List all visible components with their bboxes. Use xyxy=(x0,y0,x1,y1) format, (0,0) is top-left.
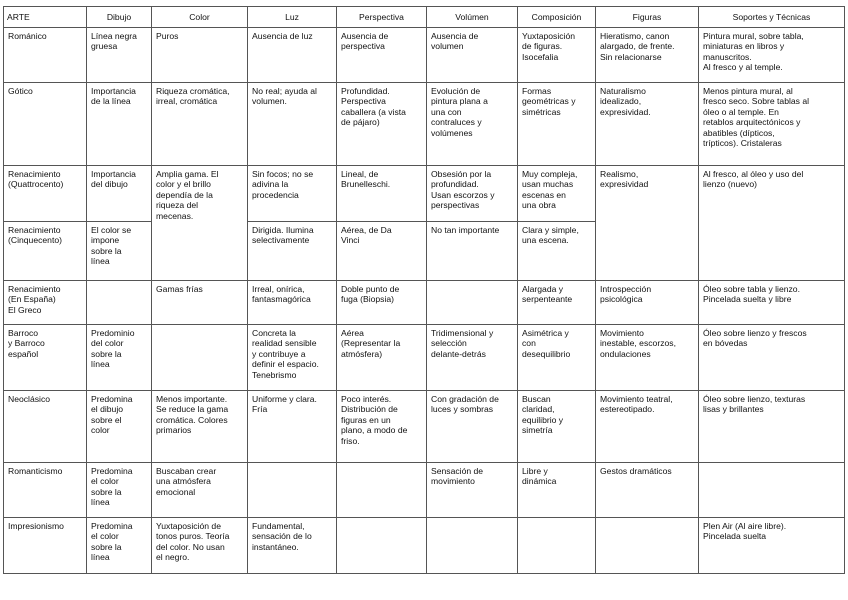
cell-soportes xyxy=(699,463,845,518)
cell-dibujo: Predominio del color sobre la línea xyxy=(87,325,152,391)
cell-luz: Concreta la realidad sensible y contribuye a definir el espacio. Tenebrismo xyxy=(248,325,337,391)
cell-perspectiva xyxy=(337,463,427,518)
header-figuras: Figuras xyxy=(596,7,699,28)
cell-soportes: Plen Air (Al aire libre). Pincelada suelta xyxy=(699,518,845,574)
cell-color xyxy=(152,325,248,391)
header-luz: Luz xyxy=(248,7,337,28)
cell-composicion: Muy compleja, usan muchas escenas en una obra xyxy=(518,166,596,222)
cell-soportes: Pintura mural, sobre tabla, miniaturas en libros y manuscritos. Al fresco y al temple. xyxy=(699,28,845,83)
row-label: Neoclásico xyxy=(4,391,87,463)
table-row-quattrocento xyxy=(4,166,845,222)
cell-perspectiva xyxy=(337,518,427,574)
cell-soportes: Al fresco, al óleo y uso del lienzo (nuevo) xyxy=(699,166,845,281)
row-label: Romanticismo xyxy=(4,463,87,518)
cell-color: Puros xyxy=(152,28,248,83)
header-perspectiva: Perspectiva xyxy=(337,7,427,28)
cell-volumen xyxy=(427,518,518,574)
header-composicion: Composición xyxy=(518,7,596,28)
row-label: Renacimiento (En España) El Greco xyxy=(4,281,87,325)
art-history-table-wrapper xyxy=(3,6,845,574)
table-row-gotico xyxy=(4,83,845,166)
cell-luz: Fundamental, sensación de lo instantáneo. xyxy=(248,518,337,574)
cell-luz: Uniforme y clara. Fría xyxy=(248,391,337,463)
header-color: Color xyxy=(152,7,248,28)
row-label: Impresionismo xyxy=(4,518,87,574)
cell-color: Buscaban crear una atmósfera emocional xyxy=(152,463,248,518)
table-row-greco xyxy=(4,281,845,325)
cell-soportes: Óleo sobre lienzo, texturas lisas y brillantes xyxy=(699,391,845,463)
cell-composicion: Alargada y serpenteante xyxy=(518,281,596,325)
cell-color: Yuxtaposición de tonos puros. Teoría del color. No usan el negro. xyxy=(152,518,248,574)
table-row-impresionismo xyxy=(4,518,845,574)
cell-figuras: Movimiento teatral, estereotipado. xyxy=(596,391,699,463)
cell-volumen: No tan importante xyxy=(427,222,518,281)
cell-soportes: Óleo sobre lienzo y frescos en bóvedas xyxy=(699,325,845,391)
cell-volumen: Evolución de pintura plana a una con contraluces y volúmenes xyxy=(427,83,518,166)
cell-soportes: Óleo sobre tabla y lienzo. Pincelada suelta y libre xyxy=(699,281,845,325)
cell-figuras: Gestos dramáticos xyxy=(596,463,699,518)
cell-luz: Dirigida. Ilumina selectivamente xyxy=(248,222,337,281)
cell-figuras: Movimiento inestable, escorzos, ondulaciones xyxy=(596,325,699,391)
cell-figuras: Naturalismo idealizado, expresividad. xyxy=(596,83,699,166)
cell-dibujo: Importancia de la línea xyxy=(87,83,152,166)
cell-composicion: Buscan claridad, equilibrio y simetría xyxy=(518,391,596,463)
cell-dibujo: Predomina el dibujo sobre el color xyxy=(87,391,152,463)
header-volumen: Volúmen xyxy=(427,7,518,28)
header-dibujo: Dibujo xyxy=(87,7,152,28)
cell-luz: Irreal, onírica, fantasmagórica xyxy=(248,281,337,325)
cell-volumen: Obsesión por la profundidad. Usan escorzos y perspectivas xyxy=(427,166,518,222)
cell-dibujo xyxy=(87,281,152,325)
cell-perspectiva: Aérea, de Da Vinci xyxy=(337,222,427,281)
cell-composicion: Formas geométricas y simétricas xyxy=(518,83,596,166)
cell-soportes: Menos pintura mural, al fresco seco. Sobre tablas al óleo o al temple. En retablos arquitectónicos y abatibles (dípticos, trípticos). Cristaleras xyxy=(699,83,845,166)
cell-volumen xyxy=(427,281,518,325)
cell-composicion: Yuxtaposición de figuras. Isocefalia xyxy=(518,28,596,83)
cell-luz: No real; ayuda al volumen. xyxy=(248,83,337,166)
row-label: Renacimiento (Cinquecento) xyxy=(4,222,87,281)
cell-luz: Sin focos; no se adivina la procedencia xyxy=(248,166,337,222)
cell-dibujo: El color se impone sobre la línea xyxy=(87,222,152,281)
table-row-neoclasico xyxy=(4,391,845,463)
cell-color: Gamas frías xyxy=(152,281,248,325)
table-row-barroco xyxy=(4,325,845,391)
row-label: Renacimiento (Quattrocento) xyxy=(4,166,87,222)
header-soportes: Soportes y Técnicas xyxy=(699,7,845,28)
cell-perspectiva: Ausencia de perspectiva xyxy=(337,28,427,83)
row-label: Gótico xyxy=(4,83,87,166)
cell-luz xyxy=(248,463,337,518)
cell-color: Menos importante. Se reduce la gama cromática. Colores primarios xyxy=(152,391,248,463)
header-row xyxy=(4,7,845,28)
cell-composicion: Asimétrica y con desequilibrio xyxy=(518,325,596,391)
table-row-romanticismo xyxy=(4,463,845,518)
cell-color: Riqueza cromática, irreal, cromática xyxy=(152,83,248,166)
row-label: Románico xyxy=(4,28,87,83)
cell-volumen: Ausencia de volumen xyxy=(427,28,518,83)
cell-perspectiva: Aérea (Representar la atmósfera) xyxy=(337,325,427,391)
cell-dibujo: Predomina el color sobre la línea xyxy=(87,463,152,518)
cell-figuras: Hieratismo, canon alargado, de frente. Sin relacionarse xyxy=(596,28,699,83)
cell-composicion xyxy=(518,518,596,574)
table-row-romanico xyxy=(4,28,845,83)
row-label: Barroco y Barroco español xyxy=(4,325,87,391)
cell-perspectiva: Poco interés. Distribución de figuras en un plano, a modo de friso. xyxy=(337,391,427,463)
cell-figuras: Realismo, expresividad xyxy=(596,166,699,281)
header-arte: ARTE xyxy=(4,7,87,28)
cell-perspectiva: Lineal, de Brunelleschi. xyxy=(337,166,427,222)
cell-composicion: Libre y dinámica xyxy=(518,463,596,518)
cell-dibujo: Predomina el color sobre la línea xyxy=(87,518,152,574)
cell-color: Amplia gama. El color y el brillo dependía de la riqueza del mecenas. xyxy=(152,166,248,281)
art-history-table xyxy=(3,6,845,574)
cell-composicion: Clara y simple, una escena. xyxy=(518,222,596,281)
cell-volumen: Sensación de movimiento xyxy=(427,463,518,518)
cell-perspectiva: Doble punto de fuga (Biopsia) xyxy=(337,281,427,325)
cell-dibujo: Línea negra gruesa xyxy=(87,28,152,83)
cell-figuras: Introspección psicológica xyxy=(596,281,699,325)
cell-luz: Ausencia de luz xyxy=(248,28,337,83)
cell-figuras xyxy=(596,518,699,574)
cell-dibujo: Importancia del dibujo xyxy=(87,166,152,222)
cell-volumen: Con gradación de luces y sombras xyxy=(427,391,518,463)
cell-volumen: Tridimensional y selección delante-detrás xyxy=(427,325,518,391)
cell-perspectiva: Profundidad. Perspectiva caballera (a vista de pájaro) xyxy=(337,83,427,166)
